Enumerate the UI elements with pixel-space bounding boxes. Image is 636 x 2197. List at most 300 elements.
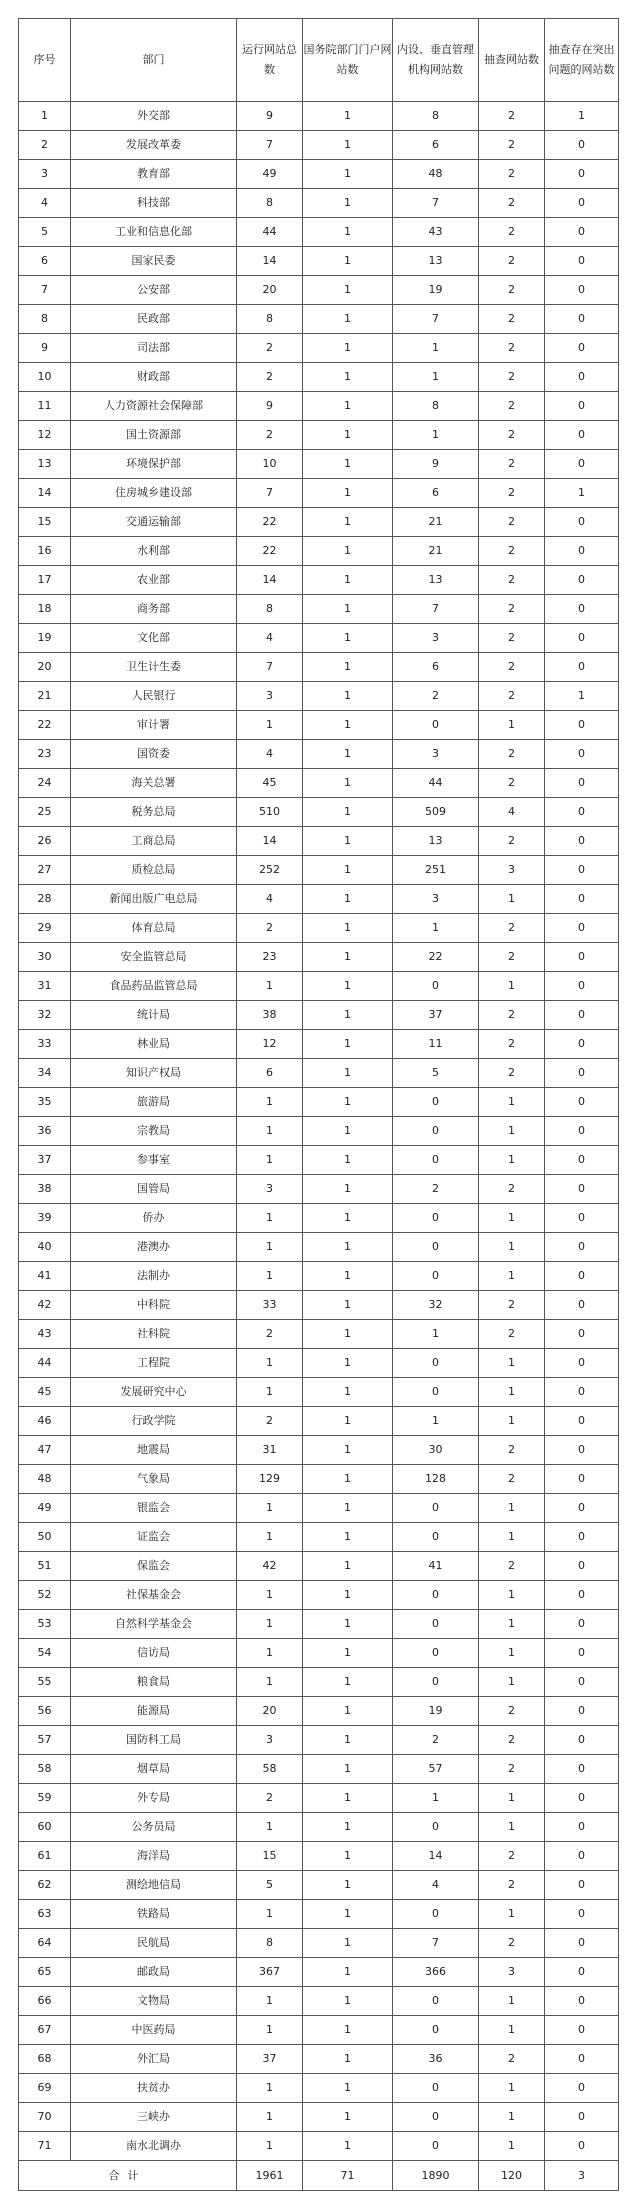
cell-sampled-sites: 1	[479, 1146, 545, 1175]
cell-index: 17	[19, 566, 71, 595]
cell-total-sites: 9	[237, 102, 303, 131]
cell-internal-sites: 0	[393, 1233, 479, 1262]
cell-index: 56	[19, 1697, 71, 1726]
cell-internal-sites: 128	[393, 1465, 479, 1494]
cell-department: 邮政局	[71, 1958, 237, 1987]
cell-problem-sites: 0	[545, 1639, 619, 1668]
cell-portal-sites: 1	[303, 1378, 393, 1407]
cell-problem-sites: 0	[545, 1291, 619, 1320]
cell-internal-sites: 44	[393, 769, 479, 798]
cell-internal-sites: 0	[393, 1523, 479, 1552]
cell-index: 29	[19, 914, 71, 943]
cell-total-sites: 367	[237, 1958, 303, 1987]
cell-total-sites: 42	[237, 1552, 303, 1581]
table-row	[19, 1842, 619, 1871]
cell-total-sites: 4	[237, 624, 303, 653]
cell-index: 44	[19, 1349, 71, 1378]
cell-total-sites: 1	[237, 1900, 303, 1929]
table-row	[19, 102, 619, 131]
cell-department: 宗教局	[71, 1117, 237, 1146]
table-row	[19, 1378, 619, 1407]
cell-internal-sites: 19	[393, 1697, 479, 1726]
cell-index: 50	[19, 1523, 71, 1552]
cell-problem-sites: 0	[545, 1813, 619, 1842]
cell-portal-sites: 1	[303, 2045, 393, 2074]
table-row	[19, 2016, 619, 2045]
cell-total-sites: 12	[237, 1030, 303, 1059]
cell-internal-sites: 0	[393, 1639, 479, 1668]
cell-sampled-sites: 2	[479, 1291, 545, 1320]
table-row	[19, 2132, 619, 2161]
cell-internal-sites: 0	[393, 1900, 479, 1929]
cell-portal-sites: 1	[303, 1175, 393, 1204]
cell-portal-sites: 1	[303, 1291, 393, 1320]
table-row	[19, 798, 619, 827]
cell-problem-sites: 0	[545, 1668, 619, 1697]
cell-index: 3	[19, 160, 71, 189]
cell-sampled-sites: 1	[479, 1668, 545, 1697]
table-row	[19, 1233, 619, 1262]
cell-sampled-sites: 1	[479, 1523, 545, 1552]
cell-index: 69	[19, 2074, 71, 2103]
cell-problem-sites: 0	[545, 2103, 619, 2132]
cell-sampled-sites: 2	[479, 740, 545, 769]
table-row	[19, 1262, 619, 1291]
cell-total-sites: 1	[237, 1668, 303, 1697]
cell-portal-sites: 1	[303, 1929, 393, 1958]
table-row	[19, 943, 619, 972]
cell-portal-sites: 1	[303, 363, 393, 392]
cell-portal-sites: 1	[303, 624, 393, 653]
cell-internal-sites: 0	[393, 1349, 479, 1378]
cell-problem-sites: 0	[545, 769, 619, 798]
cell-problem-sites: 0	[545, 653, 619, 682]
cell-internal-sites: 1	[393, 914, 479, 943]
cell-internal-sites: 2	[393, 1175, 479, 1204]
table-row	[19, 1668, 619, 1697]
cell-index: 63	[19, 1900, 71, 1929]
cell-department: 国家民委	[71, 247, 237, 276]
cell-portal-sites: 1	[303, 334, 393, 363]
cell-problem-sites: 0	[545, 160, 619, 189]
cell-problem-sites: 0	[545, 1233, 619, 1262]
table-row	[19, 1929, 619, 1958]
cell-portal-sites: 1	[303, 189, 393, 218]
cell-internal-sites: 1	[393, 363, 479, 392]
cell-total-sites: 58	[237, 1755, 303, 1784]
cell-problem-sites: 0	[545, 1871, 619, 1900]
cell-department: 人力资源社会保障部	[71, 392, 237, 421]
cell-index: 7	[19, 276, 71, 305]
table-row	[19, 1552, 619, 1581]
cell-sampled-sites: 3	[479, 856, 545, 885]
cell-department: 港澳办	[71, 1233, 237, 1262]
total-cell: 120	[479, 2161, 545, 2191]
cell-sampled-sites: 2	[479, 537, 545, 566]
cell-portal-sites: 1	[303, 2016, 393, 2045]
cell-sampled-sites: 2	[479, 392, 545, 421]
cell-department: 工商总局	[71, 827, 237, 856]
cell-portal-sites: 1	[303, 1784, 393, 1813]
cell-index: 25	[19, 798, 71, 827]
cell-index: 18	[19, 595, 71, 624]
cell-problem-sites: 0	[545, 943, 619, 972]
table-row	[19, 1784, 619, 1813]
cell-sampled-sites: 2	[479, 653, 545, 682]
cell-total-sites: 2	[237, 334, 303, 363]
cell-problem-sites: 0	[545, 450, 619, 479]
cell-internal-sites: 30	[393, 1436, 479, 1465]
cell-index: 53	[19, 1610, 71, 1639]
cell-index: 1	[19, 102, 71, 131]
table-row	[19, 566, 619, 595]
cell-department: 行政学院	[71, 1407, 237, 1436]
cell-index: 31	[19, 972, 71, 1001]
cell-department: 民航局	[71, 1929, 237, 1958]
cell-problem-sites: 0	[545, 392, 619, 421]
cell-internal-sites: 0	[393, 711, 479, 740]
cell-department: 自然科学基金会	[71, 1610, 237, 1639]
cell-sampled-sites: 1	[479, 1204, 545, 1233]
table-row	[19, 1001, 619, 1030]
cell-sampled-sites: 2	[479, 1842, 545, 1871]
cell-sampled-sites: 2	[479, 131, 545, 160]
cell-internal-sites: 0	[393, 1262, 479, 1291]
cell-department: 社保基金会	[71, 1581, 237, 1610]
cell-department: 粮食局	[71, 1668, 237, 1697]
cell-problem-sites: 0	[545, 1842, 619, 1871]
cell-sampled-sites: 2	[479, 102, 545, 131]
header-row	[19, 19, 619, 102]
cell-sampled-sites: 2	[479, 160, 545, 189]
cell-portal-sites: 1	[303, 1813, 393, 1842]
cell-index: 71	[19, 2132, 71, 2161]
cell-sampled-sites: 1	[479, 1639, 545, 1668]
cell-internal-sites: 21	[393, 537, 479, 566]
cell-sampled-sites: 1	[479, 1349, 545, 1378]
cell-portal-sites: 1	[303, 1001, 393, 1030]
table-row	[19, 1349, 619, 1378]
cell-total-sites: 7	[237, 653, 303, 682]
cell-internal-sites: 13	[393, 827, 479, 856]
cell-sampled-sites: 2	[479, 682, 545, 711]
cell-portal-sites: 1	[303, 2074, 393, 2103]
cell-sampled-sites: 2	[479, 1175, 545, 1204]
cell-internal-sites: 3	[393, 885, 479, 914]
cell-index: 49	[19, 1494, 71, 1523]
cell-index: 48	[19, 1465, 71, 1494]
table-row	[19, 160, 619, 189]
cell-total-sites: 9	[237, 392, 303, 421]
cell-department: 工业和信息化部	[71, 218, 237, 247]
cell-sampled-sites: 1	[479, 1378, 545, 1407]
table-row	[19, 131, 619, 160]
cell-portal-sites: 1	[303, 1987, 393, 2016]
cell-department: 公安部	[71, 276, 237, 305]
cell-problem-sites: 0	[545, 1059, 619, 1088]
cell-internal-sites: 0	[393, 1581, 479, 1610]
cell-portal-sites: 1	[303, 218, 393, 247]
table-row	[19, 421, 619, 450]
cell-department: 审计署	[71, 711, 237, 740]
cell-index: 27	[19, 856, 71, 885]
cell-internal-sites: 11	[393, 1030, 479, 1059]
cell-problem-sites: 0	[545, 1349, 619, 1378]
cell-problem-sites: 0	[545, 1175, 619, 1204]
cell-total-sites: 1	[237, 2103, 303, 2132]
cell-portal-sites: 1	[303, 1581, 393, 1610]
cell-problem-sites: 0	[545, 1523, 619, 1552]
cell-total-sites: 2	[237, 1407, 303, 1436]
cell-portal-sites: 1	[303, 1639, 393, 1668]
cell-internal-sites: 22	[393, 943, 479, 972]
cell-department: 发展研究中心	[71, 1378, 237, 1407]
cell-index: 60	[19, 1813, 71, 1842]
cell-sampled-sites: 2	[479, 769, 545, 798]
cell-problem-sites: 0	[545, 595, 619, 624]
cell-sampled-sites: 1	[479, 1610, 545, 1639]
cell-sampled-sites: 2	[479, 479, 545, 508]
cell-portal-sites: 1	[303, 856, 393, 885]
cell-portal-sites: 1	[303, 1349, 393, 1378]
table-row	[19, 1494, 619, 1523]
cell-index: 21	[19, 682, 71, 711]
cell-portal-sites: 1	[303, 1465, 393, 1494]
cell-index: 34	[19, 1059, 71, 1088]
cell-portal-sites: 1	[303, 653, 393, 682]
cell-portal-sites: 1	[303, 1755, 393, 1784]
cell-problem-sites: 0	[545, 1697, 619, 1726]
table-row	[19, 305, 619, 334]
cell-department: 工程院	[71, 1349, 237, 1378]
cell-department: 文化部	[71, 624, 237, 653]
cell-problem-sites: 0	[545, 1378, 619, 1407]
cell-department: 信访局	[71, 1639, 237, 1668]
cell-portal-sites: 1	[303, 537, 393, 566]
cell-problem-sites: 0	[545, 740, 619, 769]
table-row	[19, 1204, 619, 1233]
cell-sampled-sites: 2	[479, 218, 545, 247]
cell-sampled-sites: 2	[479, 1697, 545, 1726]
cell-total-sites: 2	[237, 1784, 303, 1813]
cell-portal-sites: 1	[303, 769, 393, 798]
table-row	[19, 1958, 619, 1987]
table-row	[19, 914, 619, 943]
cell-total-sites: 22	[237, 537, 303, 566]
cell-sampled-sites: 1	[479, 1581, 545, 1610]
cell-department: 中医药局	[71, 2016, 237, 2045]
cell-department: 地震局	[71, 1436, 237, 1465]
cell-internal-sites: 1	[393, 1320, 479, 1349]
cell-sampled-sites: 2	[479, 276, 545, 305]
cell-problem-sites: 1	[545, 682, 619, 711]
cell-department: 商务部	[71, 595, 237, 624]
cell-index: 33	[19, 1030, 71, 1059]
cell-internal-sites: 0	[393, 2074, 479, 2103]
cell-problem-sites: 0	[545, 2045, 619, 2074]
table-row	[19, 653, 619, 682]
cell-portal-sites: 1	[303, 305, 393, 334]
table-row	[19, 2074, 619, 2103]
statistics-table-container	[18, 18, 618, 2191]
cell-department: 国资委	[71, 740, 237, 769]
cell-department: 交通运输部	[71, 508, 237, 537]
cell-problem-sites: 0	[545, 1784, 619, 1813]
cell-total-sites: 510	[237, 798, 303, 827]
cell-department: 公务员局	[71, 1813, 237, 1842]
cell-problem-sites: 0	[545, 2132, 619, 2161]
cell-sampled-sites: 2	[479, 1030, 545, 1059]
table-row	[19, 1146, 619, 1175]
table-row	[19, 827, 619, 856]
cell-total-sites: 20	[237, 1697, 303, 1726]
cell-department: 外汇局	[71, 2045, 237, 2074]
cell-department: 文物局	[71, 1987, 237, 2016]
table-row	[19, 1610, 619, 1639]
cell-index: 16	[19, 537, 71, 566]
cell-internal-sites: 509	[393, 798, 479, 827]
cell-index: 32	[19, 1001, 71, 1030]
cell-department: 税务总局	[71, 798, 237, 827]
cell-total-sites: 1	[237, 1378, 303, 1407]
table-row	[19, 1871, 619, 1900]
cell-department: 质检总局	[71, 856, 237, 885]
cell-portal-sites: 1	[303, 1117, 393, 1146]
cell-internal-sites: 41	[393, 1552, 479, 1581]
cell-internal-sites: 0	[393, 1204, 479, 1233]
cell-portal-sites: 1	[303, 1088, 393, 1117]
cell-index: 23	[19, 740, 71, 769]
cell-sampled-sites: 1	[479, 1117, 545, 1146]
cell-internal-sites: 7	[393, 305, 479, 334]
cell-problem-sites: 0	[545, 1088, 619, 1117]
cell-internal-sites: 1	[393, 421, 479, 450]
cell-index: 11	[19, 392, 71, 421]
cell-total-sites: 3	[237, 1175, 303, 1204]
cell-portal-sites: 1	[303, 2132, 393, 2161]
cell-problem-sites: 0	[545, 1001, 619, 1030]
cell-sampled-sites: 3	[479, 1958, 545, 1987]
cell-sampled-sites: 2	[479, 1001, 545, 1030]
cell-sampled-sites: 1	[479, 885, 545, 914]
cell-internal-sites: 0	[393, 1117, 479, 1146]
cell-index: 52	[19, 1581, 71, 1610]
cell-sampled-sites: 1	[479, 1987, 545, 2016]
cell-internal-sites: 7	[393, 1929, 479, 1958]
cell-problem-sites: 0	[545, 276, 619, 305]
cell-portal-sites: 1	[303, 1668, 393, 1697]
table-row	[19, 1755, 619, 1784]
table-row	[19, 1059, 619, 1088]
cell-index: 26	[19, 827, 71, 856]
table-row	[19, 276, 619, 305]
cell-sampled-sites: 2	[479, 827, 545, 856]
cell-index: 2	[19, 131, 71, 160]
cell-sampled-sites: 2	[479, 1871, 545, 1900]
cell-problem-sites: 0	[545, 247, 619, 276]
cell-problem-sites: 0	[545, 1494, 619, 1523]
cell-sampled-sites: 2	[479, 421, 545, 450]
cell-department: 三峡办	[71, 2103, 237, 2132]
cell-total-sites: 1	[237, 1088, 303, 1117]
cell-sampled-sites: 1	[479, 972, 545, 1001]
cell-department: 外交部	[71, 102, 237, 131]
cell-sampled-sites: 1	[479, 1088, 545, 1117]
cell-portal-sites: 1	[303, 247, 393, 276]
cell-total-sites: 14	[237, 247, 303, 276]
cell-total-sites: 8	[237, 595, 303, 624]
cell-internal-sites: 0	[393, 2103, 479, 2132]
cell-internal-sites: 1	[393, 334, 479, 363]
cell-problem-sites: 0	[545, 914, 619, 943]
cell-total-sites: 1	[237, 1987, 303, 2016]
cell-sampled-sites: 1	[479, 1813, 545, 1842]
cell-internal-sites: 251	[393, 856, 479, 885]
cell-total-sites: 8	[237, 305, 303, 334]
cell-department: 参事室	[71, 1146, 237, 1175]
cell-department: 司法部	[71, 334, 237, 363]
cell-total-sites: 37	[237, 2045, 303, 2074]
cell-portal-sites: 1	[303, 827, 393, 856]
cell-index: 8	[19, 305, 71, 334]
header-problem-sites: 抽查存在突出问题的网站数	[545, 19, 619, 102]
cell-problem-sites: 0	[545, 131, 619, 160]
cell-total-sites: 1	[237, 2074, 303, 2103]
cell-portal-sites: 1	[303, 1726, 393, 1755]
cell-problem-sites: 0	[545, 218, 619, 247]
cell-internal-sites: 9	[393, 450, 479, 479]
table-row	[19, 1291, 619, 1320]
cell-total-sites: 2	[237, 1320, 303, 1349]
cell-portal-sites: 1	[303, 740, 393, 769]
cell-department: 测绘地信局	[71, 1871, 237, 1900]
cell-total-sites: 14	[237, 827, 303, 856]
cell-problem-sites: 0	[545, 827, 619, 856]
cell-total-sites: 1	[237, 972, 303, 1001]
table-row	[19, 1320, 619, 1349]
cell-internal-sites: 6	[393, 479, 479, 508]
table-row	[19, 1465, 619, 1494]
cell-total-sites: 38	[237, 1001, 303, 1030]
cell-portal-sites: 1	[303, 1059, 393, 1088]
cell-internal-sites: 0	[393, 1813, 479, 1842]
cell-problem-sites: 0	[545, 1465, 619, 1494]
cell-total-sites: 5	[237, 1871, 303, 1900]
cell-department: 铁路局	[71, 1900, 237, 1929]
cell-problem-sites: 0	[545, 1117, 619, 1146]
cell-internal-sites: 19	[393, 276, 479, 305]
cell-department: 扶贫办	[71, 2074, 237, 2103]
cell-portal-sites: 1	[303, 102, 393, 131]
cell-portal-sites: 1	[303, 2103, 393, 2132]
cell-portal-sites: 1	[303, 1436, 393, 1465]
cell-portal-sites: 1	[303, 595, 393, 624]
cell-sampled-sites: 1	[479, 1494, 545, 1523]
cell-index: 12	[19, 421, 71, 450]
cell-total-sites: 14	[237, 566, 303, 595]
cell-index: 51	[19, 1552, 71, 1581]
cell-internal-sites: 6	[393, 653, 479, 682]
cell-sampled-sites: 2	[479, 566, 545, 595]
cell-sampled-sites: 1	[479, 711, 545, 740]
cell-department: 新闻出版广电总局	[71, 885, 237, 914]
cell-internal-sites: 37	[393, 1001, 479, 1030]
cell-problem-sites: 0	[545, 421, 619, 450]
total-cell: 1961	[237, 2161, 303, 2191]
cell-total-sites: 15	[237, 1842, 303, 1871]
cell-index: 30	[19, 943, 71, 972]
cell-index: 10	[19, 363, 71, 392]
